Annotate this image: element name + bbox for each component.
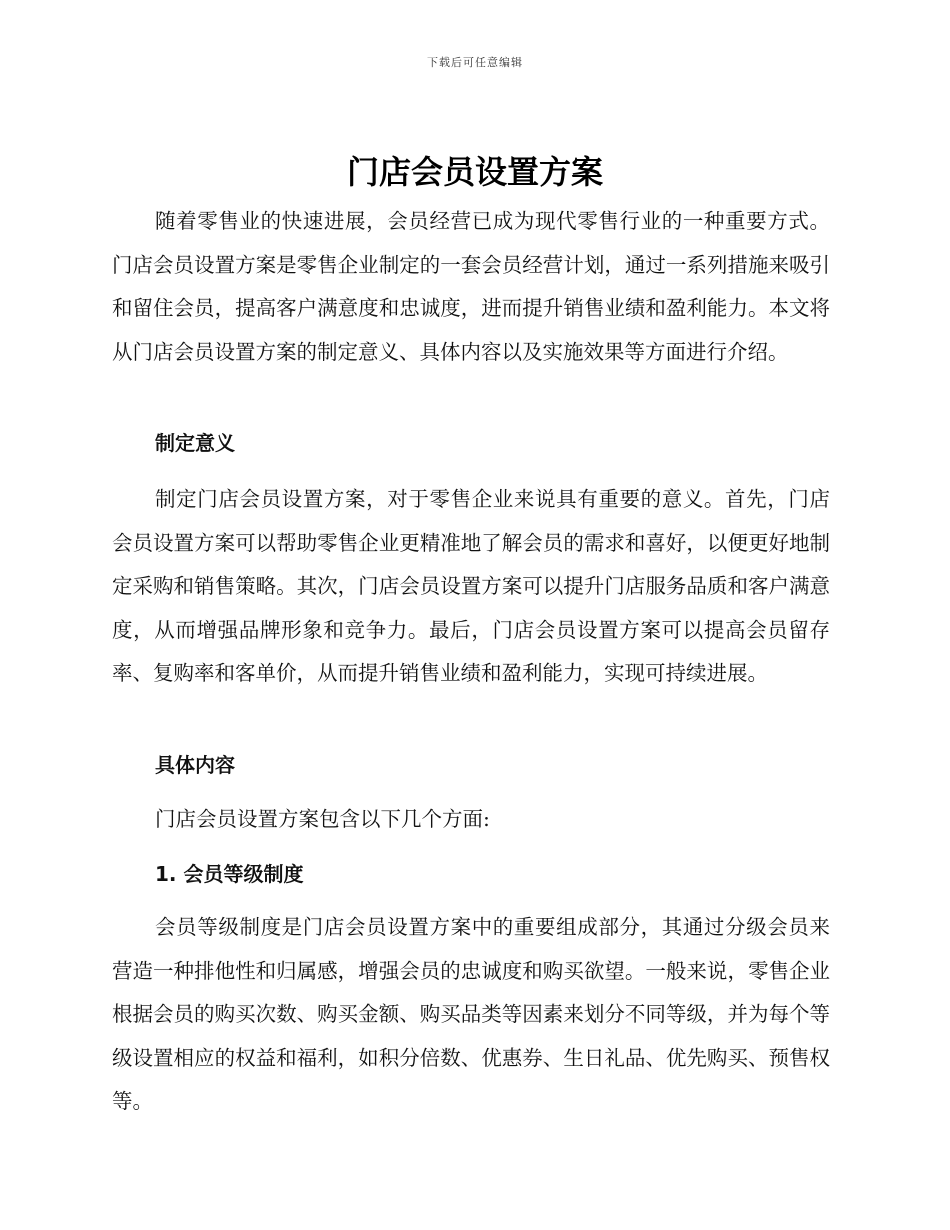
intro-paragraph: 随着零售业的快速进展，会员经营已成为现代零售行业的一种重要方式。门店会员设置方案是零售企业制定的一套会员经营计划，通过一系列措施来吸引和留住会员，提高客户满意度和忠诚度，进而提升销售业绩和盈利能力。本文将从门店会员设置方案的制定意义、具体内容以及实施效果等方面进行介绍。 xyxy=(112,209,830,364)
significance-paragraph: 制定门店会员设置方案，对于零售企业来说具有重要的意义。首先，门店会员设置方案可以帮助零售企业更精准地了解会员的需求和喜好，以便更好地制定采购和销售策略。其次，门店会员设置方案可以提升门店服务品质和客户满意度，从而增强品牌形象和竞争力。最后，门店会员设置方案可以提高会员留存率、复购率和客单价，从而提升销售业绩和盈利能力，实现可持续进展。 xyxy=(112,487,830,685)
content-intro-block xyxy=(112,798,830,842)
content-intro-paragraph: 门店会员设置方案包含以下几个方面: xyxy=(155,807,490,831)
significance-section xyxy=(112,422,830,466)
level-body-block xyxy=(112,906,830,1124)
section-heading-significance: 制定意义 xyxy=(155,431,235,455)
header-note: 下载后可任意编辑 xyxy=(427,56,523,69)
level-section xyxy=(112,853,830,897)
section-heading-content: 具体内容 xyxy=(155,753,235,777)
significance-body-block xyxy=(112,478,830,696)
subsection-heading-level: 1. 会员等级制度 xyxy=(155,862,304,886)
page-title: 门店会员设置方案 xyxy=(346,153,603,191)
level-paragraph: 会员等级制度是门店会员设置方案中的重要组成部分，其通过分级会员来营造一种排他性和归属感，增强会员的忠诚度和购买欲望。一般来说，零售企业根据会员的购买次数、购买金额、购买品类等因素来划分不同等级，并为每个等级设置相应的权益和福利，如积分倍数、优惠券、生日礼品、优先购买、预售权等。 xyxy=(112,915,830,1113)
content-section xyxy=(112,744,830,788)
intro-block xyxy=(112,200,830,374)
